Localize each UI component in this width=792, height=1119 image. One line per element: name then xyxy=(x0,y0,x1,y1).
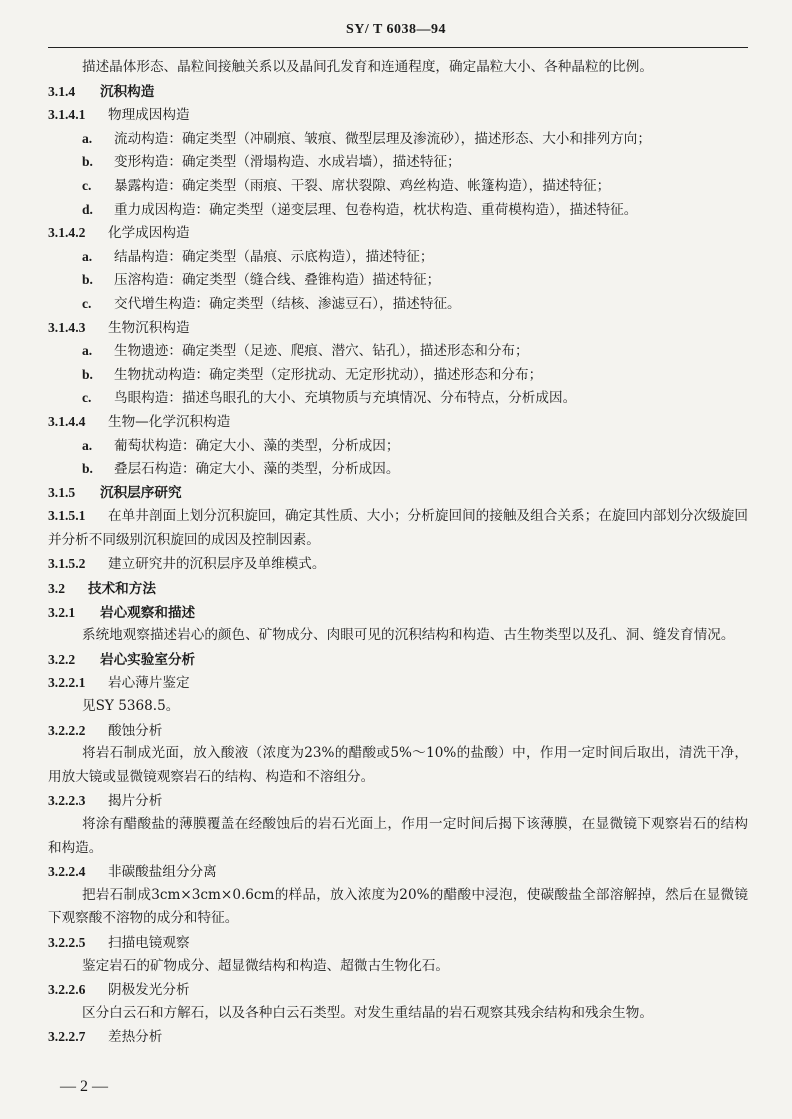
subsection-title: 扫描电镜观察 xyxy=(108,934,190,951)
subsection-heading xyxy=(48,931,748,955)
list-item xyxy=(48,457,748,481)
section-heading xyxy=(48,481,748,505)
list-item-text: 压溶构造：确定类型（缝合线、叠锥构造）描述特征； xyxy=(114,272,441,289)
subsection-number: 3.2.2.5 xyxy=(48,934,86,950)
list-item-text: 交代增生构造：确定类型（结核、渗滤豆石），描述特征。 xyxy=(114,295,461,312)
subsection-number: 3.2.2.2 xyxy=(48,722,86,738)
section-title: 技术和方法 xyxy=(88,581,156,598)
list-item-letter: b. xyxy=(82,154,93,170)
header-rule xyxy=(48,47,748,48)
paragraph-text: 建立研究井的沉积层序及单维模式。 xyxy=(108,556,326,573)
list-item-text: 变形构造：确定类型（滑塌构造、水成岩墙），描述特征； xyxy=(114,154,461,171)
list-item-letter: d. xyxy=(82,201,93,217)
list-item-text: 鸟眼构造：描述鸟眼孔的大小、充填物质与充填情况、分布特点，分析成因。 xyxy=(114,390,577,407)
subsection-number: 3.2.2.4 xyxy=(48,864,86,880)
subsection-heading xyxy=(48,719,748,743)
subsection-title: 生物沉积构造 xyxy=(108,319,190,336)
paragraph xyxy=(48,1002,748,1026)
paragraph-number: 3.1.5.1 xyxy=(48,508,86,524)
list-item-letter: b. xyxy=(82,272,93,288)
section-number: 3.1.5 xyxy=(48,484,76,500)
list-item-letter: a. xyxy=(82,343,93,359)
numbered-paragraph xyxy=(48,552,748,577)
subsection-number: 3.2.2.3 xyxy=(48,793,86,809)
list-item-letter: a. xyxy=(82,248,93,264)
list-item-letter: c. xyxy=(82,390,92,406)
subsection-heading xyxy=(48,1025,748,1049)
paragraph-text: 鉴定岩石的矿物成分、超显微结构和构造、超微古生物化石。 xyxy=(82,957,450,974)
list-item-letter: a. xyxy=(82,437,93,453)
paragraph xyxy=(48,742,748,789)
section-heading xyxy=(48,80,748,104)
list-item xyxy=(48,386,748,410)
list-item-letter: b. xyxy=(82,366,93,382)
subsection-number: 3.1.4.2 xyxy=(48,225,86,241)
subsection-heading xyxy=(48,860,748,884)
section-heading xyxy=(48,601,748,625)
list-item xyxy=(48,268,748,292)
list-item-text: 生物遗迹：确定类型（足迹、爬痕、潜穴、钻孔），描述形态和分布； xyxy=(114,343,529,360)
subsection-heading xyxy=(48,410,748,434)
subsection-title: 差热分析 xyxy=(108,1029,163,1046)
paragraph-text: 在单井剖面上划分沉积旋回，确定其性质、大小；分析旋回间的接触及组合关系；在旋回内部划分次级旋回并分析不同级别沉积旋回的成因及控制因素。 xyxy=(48,508,748,548)
list-item xyxy=(48,198,748,222)
continuation-line xyxy=(48,56,748,80)
list-item-letter: c. xyxy=(82,177,92,193)
list-item xyxy=(48,434,748,458)
list-item xyxy=(48,363,748,387)
page-number: — 2 — xyxy=(60,1078,108,1095)
body-text: 描述晶体形态、晶粒间接触关系以及晶间孔发育和连通程度，确定晶粒大小、各种晶粒的比例。 xyxy=(82,59,653,75)
paragraph-text: 系统地观察描述岩心的颜色、矿物成分、肉眼可见的沉积结构和构造、古生物类型以及孔、洞、缝发育情况。 xyxy=(82,627,735,644)
paragraph-text: 将岩石制成光面，放入酸液（浓度为23%的醋酸或5%～10%的盐酸）中，作用一定时间后取出，清洗干净，用放大镜或显微镜观察岩石的结构、构造和不溶组分。 xyxy=(48,745,748,785)
list-item-text: 暴露构造：确定类型（雨痕、干裂、席状裂隙、鸡丝构造、帐篷构造），描述特征； xyxy=(114,177,611,194)
list-item xyxy=(48,245,748,269)
subsection-title: 生物—化学沉积构造 xyxy=(108,413,231,430)
subsection-number: 3.1.4.3 xyxy=(48,319,86,335)
subsection-title: 物理成因构造 xyxy=(108,107,190,124)
section-heading xyxy=(48,577,748,601)
list-item-text: 流动构造：确定类型（冲刷痕、皱痕、微型层理及渗流砂），描述形态、大小和排列方向； xyxy=(114,130,651,147)
paragraph-number: 3.1.5.2 xyxy=(48,556,86,572)
list-item xyxy=(48,292,748,316)
list-item-letter: a. xyxy=(82,130,93,146)
document-body xyxy=(48,56,748,1049)
paragraph-text: 将涂有醋酸盐的薄膜覆盖在经酸蚀后的岩石光面上，作用一定时间后揭下该薄膜，在显微镜下观察岩石的结构和构造。 xyxy=(48,816,748,856)
paragraph xyxy=(48,955,748,979)
list-item xyxy=(48,127,748,151)
subsection-title: 化学成因构造 xyxy=(108,225,190,242)
subsection-number: 3.2.2.6 xyxy=(48,982,86,998)
paragraph xyxy=(48,695,748,719)
section-number: 3.2 xyxy=(48,581,65,597)
subsection-heading xyxy=(48,316,748,340)
list-item xyxy=(48,150,748,174)
section-title: 岩心实验室分析 xyxy=(100,651,196,668)
list-item-letter: c. xyxy=(82,295,92,311)
section-title: 沉积构造 xyxy=(100,83,155,100)
subsection-title: 酸蚀分析 xyxy=(108,722,163,739)
section-number: 3.1.4 xyxy=(48,83,76,99)
subsection-number: 3.1.4.1 xyxy=(48,107,86,123)
list-item-text: 葡萄状构造：确定大小、藻的类型，分析成因； xyxy=(114,437,400,454)
section-number: 3.2.1 xyxy=(48,604,76,620)
list-item-text: 叠层石构造：确定大小、藻的类型，分析成因。 xyxy=(114,461,400,478)
list-item-text: 生物扰动构造：确定类型（定形扰动、无定形扰动），描述形态和分布； xyxy=(114,366,543,383)
paragraph-text: 见SY 5368.5。 xyxy=(82,698,180,715)
subsection-heading xyxy=(48,978,748,1002)
paragraph xyxy=(48,813,748,860)
list-item-letter: b. xyxy=(82,461,93,477)
list-item-text: 结晶构造：确定类型（晶痕、示底构造），描述特征； xyxy=(114,248,434,265)
section-heading xyxy=(48,648,748,672)
page-header: SY/ T 6038—94 xyxy=(345,22,447,37)
subsection-heading xyxy=(48,103,748,127)
subsection-number: 3.1.4.4 xyxy=(48,413,86,429)
paragraph xyxy=(48,624,748,648)
subsection-title: 阴极发光分析 xyxy=(108,982,190,999)
subsection-heading xyxy=(48,671,748,695)
subsection-title: 揭片分析 xyxy=(108,793,163,810)
subsection-number: 3.2.2.1 xyxy=(48,675,86,691)
paragraph-text: 把岩石制成3cm×3cm×0.6cm的样品，放入浓度为20%的醋酸中浸泡，使碳酸盐全部溶解掉，然后在显微镜下观察酸不溶物的成分和特征。 xyxy=(48,886,748,927)
paragraph xyxy=(48,884,748,931)
list-item-text: 重力成因构造：确定类型（递变层理、包卷构造，枕状构造、重荷模构造），描述特征。 xyxy=(114,201,638,218)
list-item xyxy=(48,174,748,198)
subsection-title: 岩心薄片鉴定 xyxy=(108,675,190,692)
numbered-paragraph xyxy=(48,504,748,552)
list-item xyxy=(48,339,748,363)
section-number: 3.2.2 xyxy=(48,651,76,667)
paragraph-text: 区分白云石和方解石，以及各种白云石类型。对发生重结晶的岩石观察其残余结构和残余生物。 xyxy=(82,1004,653,1021)
subsection-number: 3.2.2.7 xyxy=(48,1029,86,1045)
subsection-title: 非碳酸盐组分分离 xyxy=(108,864,217,881)
section-title: 沉积层序研究 xyxy=(100,484,182,501)
subsection-heading xyxy=(48,221,748,245)
subsection-heading xyxy=(48,789,748,813)
section-title: 岩心观察和描述 xyxy=(100,604,196,621)
